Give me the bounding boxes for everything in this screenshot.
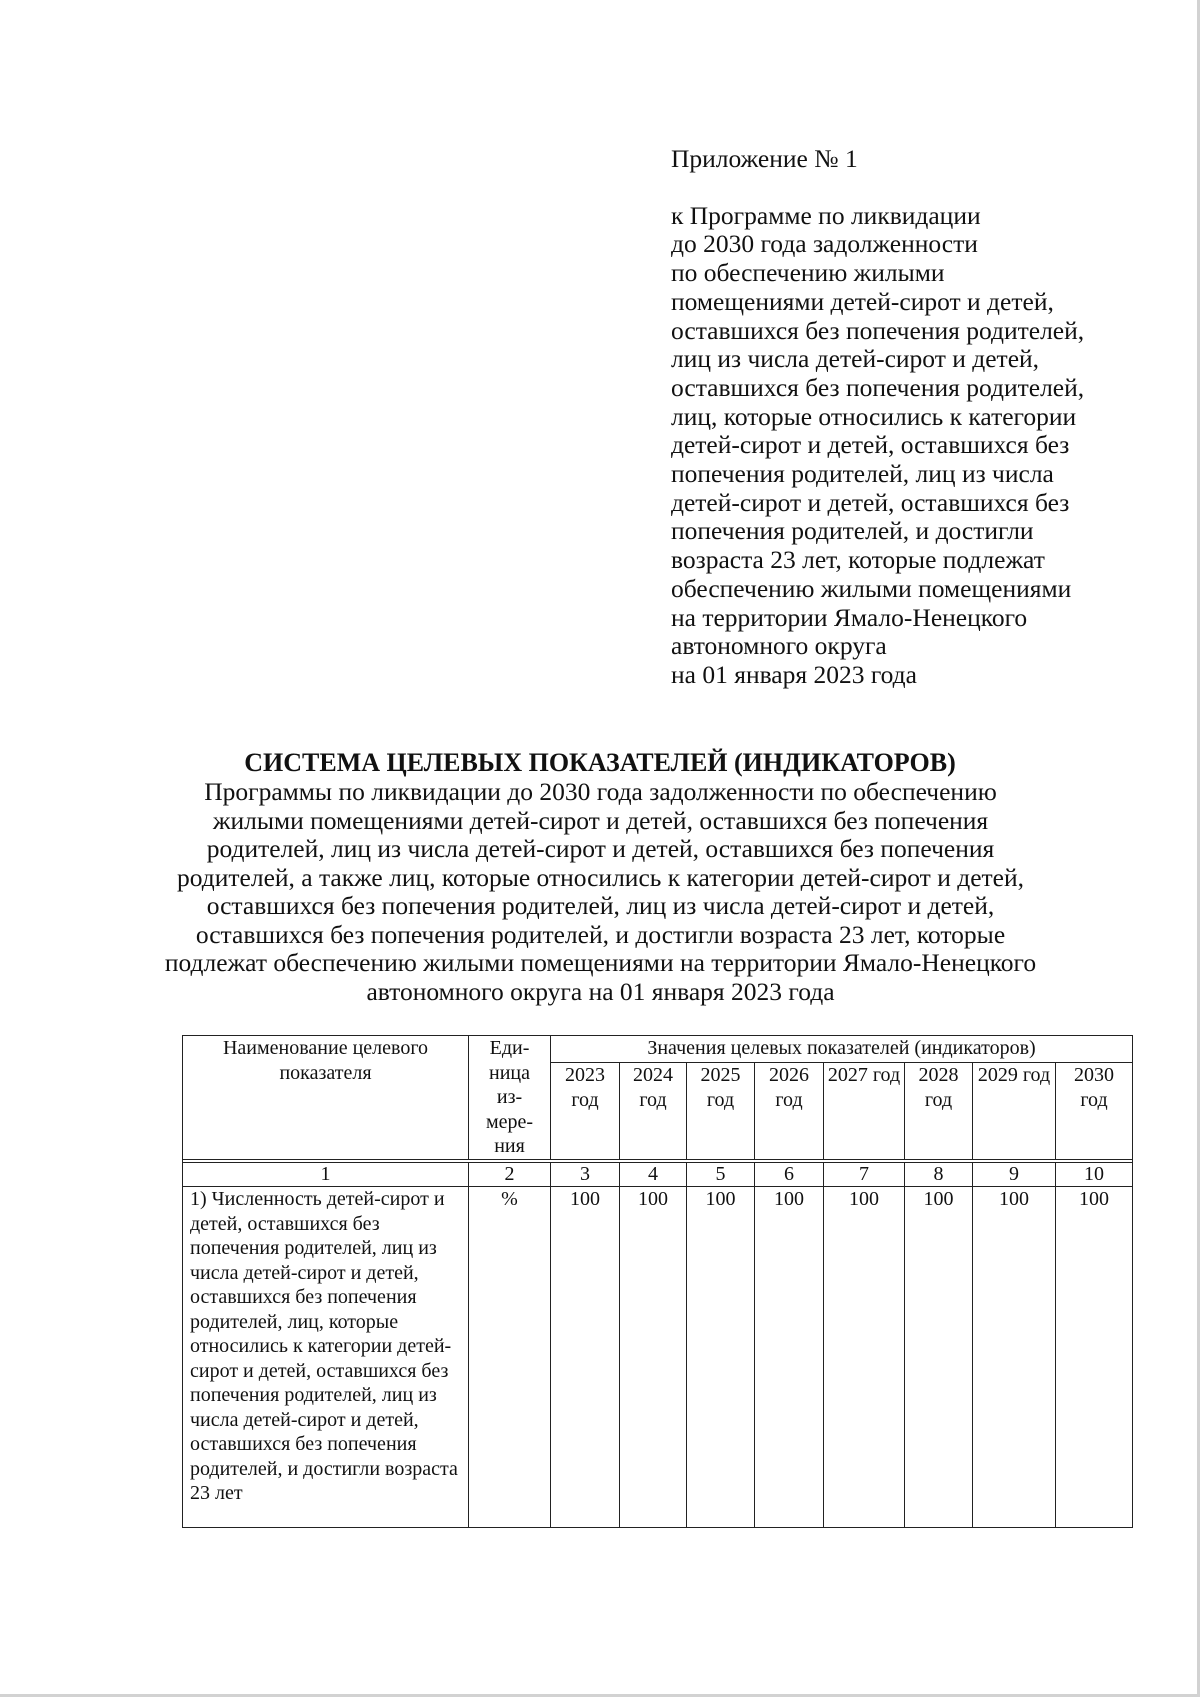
appendix-line: возраста 23 лет, которые подлежат [671, 545, 1045, 575]
header-unit-line: ница [489, 1061, 530, 1084]
subtitle-line: Программы по ликвидации до 2030 года задолженности по обеспечению [204, 777, 997, 806]
column-number: 9 [973, 1163, 1056, 1187]
subtitle-line: автономного округа на 01 января 2023 года [366, 976, 835, 1006]
header-unit-line: мере- [485, 1110, 534, 1133]
appendix-line: автономного округа [671, 631, 887, 661]
column-number: 3 [551, 1163, 620, 1187]
year-header: 2027 год [824, 1063, 905, 1160]
header-unit-line: ния [494, 1135, 525, 1157]
indicator-value: 100 [687, 1187, 755, 1528]
appendix-line: по обеспечению жилыми [671, 258, 945, 288]
appendix-line: попечения родителей, и достигли [671, 516, 1034, 546]
indicator-name: 1) Численность детей-сирот и детей, оставшихся без попечения родителей, лиц из числа детей-сирот и детей, оставшихся без попечения родителей, лиц, которые относились к категории детей-сирот и детей, оставшихся без попечения родителей, лиц из числа детей-сирот и детей, оставшихся без попечения родителей, и достигли возраста 23 лет [183, 1187, 469, 1528]
header-values: Значения целевых показателей (индикаторов) [551, 1036, 1133, 1063]
column-number: 5 [687, 1163, 755, 1187]
header-name: Наименование целевого показателя [183, 1036, 469, 1160]
indicator-value: 100 [551, 1187, 620, 1528]
year-header: 2025 год [687, 1063, 755, 1160]
appendix-line: на 01 января 2023 года [671, 659, 917, 689]
indicator-value: 100 [824, 1187, 905, 1528]
appendix-line: на территории Ямало-Ненецкого [671, 602, 1028, 632]
year-header: 2026 год [755, 1063, 824, 1160]
year-header: 2023 год [551, 1063, 620, 1160]
subtitle-line: оставшихся без попечения родителей, лиц из числа детей-сирот и детей, [206, 891, 995, 920]
indicator-value: 100 [1056, 1187, 1133, 1528]
indicator-value: 100 [905, 1187, 973, 1528]
header-unit [469, 1036, 551, 1160]
year-header: 2024 год [620, 1063, 687, 1160]
appendix-line: оставшихся без попечения родителей, [671, 372, 1085, 402]
column-number: 6 [755, 1163, 824, 1187]
indicator-table [182, 1035, 1133, 1528]
document-subtitle [0, 778, 1200, 1006]
appendix-line: к Программе по ликвидации [671, 200, 981, 230]
subtitle-line: жилыми помещениями детей-сирот и детей, оставшихся без попечения [212, 805, 989, 835]
subtitle-line: родителей, а также лиц, которые относились к категории детей-сирот и детей, [177, 862, 1024, 892]
column-number: 10 [1056, 1163, 1133, 1187]
column-number: 2 [469, 1163, 551, 1187]
year-header: 2028 год [905, 1063, 973, 1160]
document-title: СИСТЕМА ЦЕЛЕВЫХ ПОКАЗАТЕЛЕЙ (ИНДИКАТОРОВ) [244, 748, 956, 777]
header-unit-line: из- [496, 1086, 523, 1108]
indicator-value: 100 [755, 1187, 824, 1528]
indicator-value: 100 [620, 1187, 687, 1528]
appendix-line: детей-сирот и детей, оставшихся без [671, 487, 1070, 517]
appendix-line: обеспечению жилыми помещениями [671, 573, 1072, 603]
year-header: 2029 год [973, 1063, 1056, 1160]
subtitle-line: подлежат обеспечению жилыми помещениями на территории Ямало-Ненецкого [164, 948, 1037, 977]
column-number: 7 [824, 1163, 905, 1187]
indicator-value: 100 [973, 1187, 1056, 1528]
column-number: 4 [620, 1163, 687, 1187]
appendix-line: оставшихся без попечения родителей, [671, 315, 1085, 345]
appendix-line: детей-сирот и детей, оставшихся без [671, 430, 1070, 460]
table-row [183, 1187, 1133, 1528]
column-number: 1 [183, 1163, 469, 1187]
subtitle-line: родителей, лиц из числа детей-сирот и детей, оставшихся без попечения [206, 834, 995, 863]
column-number: 8 [905, 1163, 973, 1187]
appendix-line: попечения родителей, лиц из числа [671, 459, 1054, 489]
appendix-line: лиц из числа детей-сирот и детей, [671, 344, 1040, 374]
appendix-line: помещениями детей-сирот и детей, [671, 286, 1054, 316]
subtitle-line: оставшихся без попечения родителей, и достигли возраста 23 лет, которые [195, 919, 1006, 949]
appendix-line: до 2030 года задолженности [671, 229, 978, 259]
appendix-block [671, 145, 1141, 690]
year-header: 2030 год [1056, 1063, 1133, 1160]
header-unit-line: Еди- [489, 1037, 530, 1059]
appendix-title: Приложение № 1 [671, 144, 858, 173]
appendix-line: лиц, которые относились к категории [671, 401, 1077, 431]
indicator-unit: % [469, 1187, 551, 1528]
